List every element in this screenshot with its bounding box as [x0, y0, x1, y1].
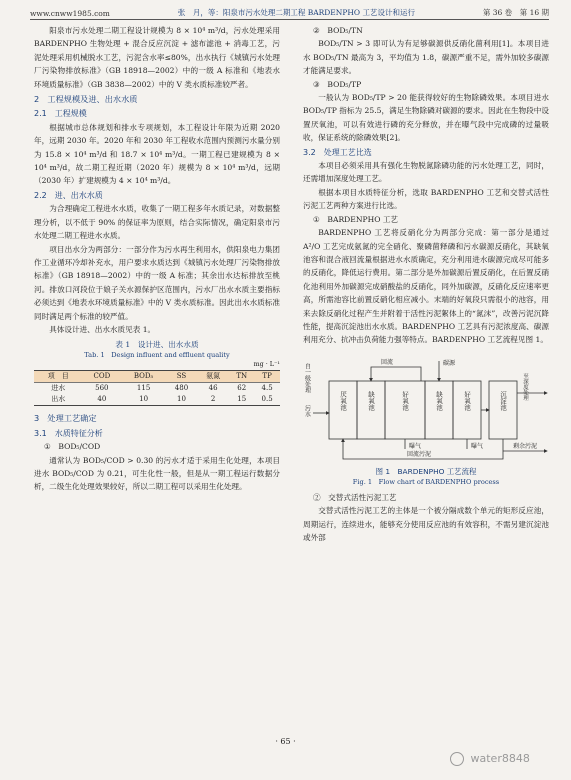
paragraph: 根据本项目水质特征分析，选取 BARDENPHO 工艺和交替式活性污泥工艺两种方案进行比选。 — [303, 187, 549, 211]
label-excess-sludge: 剩余污泥 — [513, 442, 538, 450]
table-cell: 560 — [95, 384, 109, 393]
label-aeration-1: 曝气 — [409, 442, 422, 450]
subsection-heading: 2.1 工程规模 — [34, 109, 87, 119]
table-header-cell: SS — [176, 372, 187, 381]
wechat-icon — [450, 752, 464, 766]
label-from-primary: 自一级处理 — [303, 362, 311, 393]
table-header-cell: BOD₅ — [133, 372, 154, 381]
paragraph: 为合理确定工程进水水质，收集了一期工程多年水质记录，对数据整理分析，以不低于 90% 的保证率为原则，结合实际情况，确定阳泉市污水处理二期工程进水水质。 — [34, 204, 280, 241]
list-item: ① BOD₅/COD — [44, 442, 101, 452]
table-cell: 10 — [139, 395, 149, 404]
section-heading: 2 工程规模及进、出水水质 — [34, 94, 138, 105]
subsection-heading: 2.2 进、出水水质 — [34, 190, 103, 200]
paragraph: 阳泉市污水处理二期工程设计规模为 8 × 10⁴ m³/d，污水处理采用 BARDENPHO 生物处理 + 混合反应沉淀 + 滤布滤池 + 消毒工艺，污泥处理采用机械脱水工艺，污泥含水率≤80%，出水执行《城镇污水处理厂污染物排放标准》（GB 18918—2002）中的一级 A 标准和《地表水环境质量标准》（GB 3838—2002）中的 V 类水质标准较严者。 — [34, 26, 280, 89]
table-header-cell: 氨氮 — [206, 372, 221, 381]
tank-aerobic-2 — [453, 381, 481, 439]
list-item: ① BARDENPHO 工艺 — [313, 214, 399, 224]
table-cell: 40 — [97, 395, 107, 404]
tank-anoxic-1 — [357, 381, 385, 439]
subsection-heading: 3.2 处理工艺比选 — [303, 147, 372, 157]
tank-anaerobic — [329, 381, 357, 439]
tank-aerobic-1 — [385, 381, 425, 439]
table-cell: 62 — [237, 384, 247, 393]
page-number: · 65 · — [275, 737, 296, 746]
paragraph: 通常认为 BOD₅/COD > 0.30 的污水才适于采用生化处理，本项目进水 BOD₅/COD 为 0.21，可生化性一般，但是从一期工程运行数据分析，二级生化处理效果较好，所以二期工程可以采用生化处理。 — [34, 455, 280, 492]
label-deep-treatment: 至深度处理 — [522, 372, 528, 401]
svg-text:厌氧池: 厌氧池 — [339, 390, 347, 411]
table-row — [34, 394, 280, 406]
watermark-text: water8848 — [470, 752, 530, 765]
table-row — [34, 383, 280, 395]
table-header-cell: 项 目 — [47, 372, 69, 381]
right-column — [303, 24, 549, 544]
table-cell: 2 — [210, 395, 216, 404]
table-header-cell: COD — [93, 372, 111, 381]
table-header-cell: TP — [262, 372, 272, 381]
paragraph: 一般认为 BOD₅/TP > 20 能获得较好的生物除磷效果。本项目进水 BOD₅/TP 指标为 25.5，满足生物除磷对碳源的要求。因此在生物段中设置厌氧池，可以有效进行磷的充分释放，并在曝气段中完成磷的过量吸收，保证系统的除磷效果[2]。 — [303, 93, 549, 143]
svg-text:好氧池: 好氧池 — [463, 390, 471, 411]
svg-text:缺氧池: 缺氧池 — [367, 390, 375, 411]
internal-reflux-line — [371, 367, 421, 381]
table-header-cell: TN — [236, 372, 248, 381]
volume-issue: 第 36 卷 第 16 期 — [482, 8, 549, 17]
process-flow-figure — [303, 353, 549, 465]
list-item: ② BOD₅/TN — [313, 26, 363, 35]
table-cell: 15 — [237, 395, 247, 404]
paragraph: BARDENPHO 工艺将反硝化分为两部分完成：第一部分是通过 A²/O 工艺完成氨氮的完全硝化、聚磷菌释磷和污水碳源反硝化，其缺氧池容和混合液回流量根据进水水质确定，充分利用进水碳源完成尽可能多的反硝化，降低运行费用。第二部分是外加碳源后置反硝化，在后置反硝化池利用外加碳源完成硝酸盐的反硝化，同外加碳源，反硝化反应速率更高，所需池容比前置反硝化相应减小。末端的好氧段只需很小的池容，用来去除反硝化过程产生并附着于活性污泥絮体上的“氮沫”，改善污泥沉降性能，提高沉淀池出水水质。BARDENPHO 工艺具有污泥浓度高、碳源利用充分、抗冲击负荷能力强等特点。BARDENPHO 工艺流程见图 1。 — [303, 228, 549, 345]
table-caption-en: Tab. 1 Design influent and effluent quality — [84, 351, 230, 360]
paragraph: 具体设计进、出水水质见表 1。 — [49, 324, 156, 334]
table-caption: 表 1 设计进、出水水质 — [115, 340, 199, 350]
list-item: ③ BOD₅/TP — [313, 79, 362, 89]
table-cell: 480 — [174, 384, 189, 393]
figure-caption: 图 1 BARDENPHO 工艺流程 — [375, 466, 477, 476]
paragraph: BOD₅/TN > 3 即可认为有足够碳源供反硝化菌利用[1]。本项目进水 BOD₅/TN 最高为 3，平均值为 1.8，碳源严重不足，需外加较多碳源才能满足要求。 — [303, 39, 549, 76]
water-quality-table — [34, 370, 280, 406]
header-rule — [30, 19, 549, 20]
table-cell: 115 — [136, 384, 151, 393]
journal-url[interactable]: www.cnww1985.com — [30, 9, 110, 18]
paragraph: 根据城市总体规划和排水专项规划，本工程设计年限为近期 2020 年，远期 2030 年。2020 年和 2030 年工程收水范围内预测污水量分别为 15.8 × 10⁴ m³/d 和 18.7 × 10⁴ m³/d。一期工程已建规模为 8 × 10⁴ m³/d，故二期工程近期（2020 年）规模为 8 × 10⁴ m³/d，远期（2030 年）扩建规模为 4 × 10⁴ m³/d。 — [34, 122, 280, 186]
tank-clarifier — [489, 381, 517, 439]
list-item: ② 交替式活性污泥工艺 — [313, 492, 397, 502]
tank-anoxic-2 — [425, 381, 453, 439]
svg-text:沉淀池: 沉淀池 — [499, 390, 507, 411]
table-header-row — [34, 371, 280, 383]
table-unit: mg · L⁻¹ — [253, 360, 280, 369]
label-reflux: 回流 — [381, 358, 394, 366]
table-cell: 46 — [208, 384, 218, 393]
paragraph: 交替式活性污泥工艺的主体是一个被分隔成数个单元的矩形反应池，周期运行，连续进水，能够充分使用反应池的有效容积，不需另建沉淀池或外部 — [303, 506, 549, 542]
section-heading: 3 处理工艺确定 — [34, 413, 97, 424]
table-cell: 10 — [177, 395, 186, 404]
article-running-title: 张 月，等：阳泉市污水处理二期工程 BARDENPHO 工艺设计和运行 — [177, 8, 415, 17]
label-return-sludge: 回流污泥 — [407, 450, 432, 458]
label-inflow: 污水 — [303, 404, 311, 417]
process-flow-diagram — [303, 353, 549, 465]
paragraph: 项目出水分为两部分：一部分作为污水再生利用水，供阳泉电力集团作工业循环冷却补充水，用户要求水质达到《城镇污水处理厂污染物排放标准》（GB 18918—2002）中的一级 A 标准；其余出水达标排放至桃河。排放口河段位于娘子关水源保护区范围内，污水厂出水水质主要指标必须达到《地表水环境质量标准》中的 V 类水质标准。因此出水水质标准同时满足两个标准的较严值。 — [34, 244, 280, 321]
svg-text:好氧池: 好氧池 — [401, 390, 409, 411]
subsection-heading: 3.1 水质特征分析 — [34, 428, 103, 438]
watermark — [450, 752, 530, 766]
left-column — [34, 24, 280, 494]
running-header — [30, 4, 549, 18]
table-cell: 0.5 — [261, 395, 273, 404]
svg-text:缺氧池: 缺氧池 — [435, 390, 443, 411]
paragraph: 本项目必须采用具有强化生物脱氮除磷功能的污水处理工艺，同时，还需增加深度处理工艺。 — [303, 161, 549, 184]
label-carbon: 碳源 — [443, 359, 456, 367]
table-cell: 出水 — [51, 395, 66, 404]
figure-caption-en: Fig. 1 Flow chart of BARDENPHO process — [352, 477, 500, 486]
table-cell: 4.5 — [261, 384, 273, 393]
table-cell: 进水 — [51, 384, 66, 393]
label-aeration-2: 曝气 — [471, 442, 484, 450]
